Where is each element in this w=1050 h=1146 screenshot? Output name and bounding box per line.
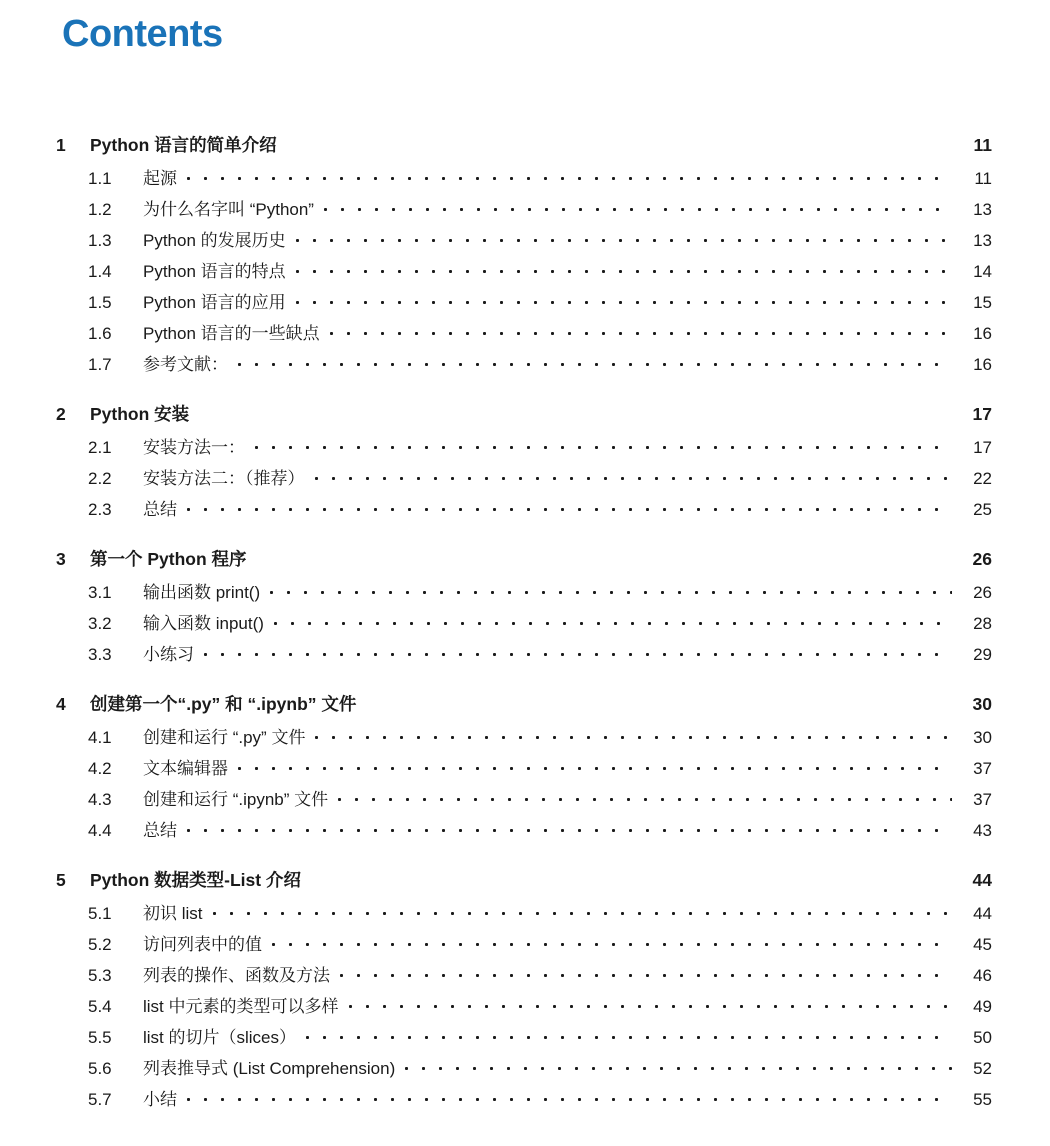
toc-chapter-group [0,132,1050,381]
toc-chapter-group [0,867,1050,1116]
section-page-number: 22 [973,469,992,488]
section-page-number: 45 [973,935,992,954]
leader-dots [187,167,952,184]
section-title: 为什么名字叫 “Python” [143,200,314,219]
section-title: 初识 list [143,904,203,923]
section-page-number: 30 [973,728,992,747]
toc-section-entry[interactable] [0,754,1050,785]
chapter-title: 创建第一个“.py” 和 “.ipynb” 文件 [90,694,357,714]
leader-dots [338,788,952,805]
leader-dots [213,902,953,919]
section-number: 3.3 [88,645,112,664]
chapter-number: 3 [56,549,66,569]
section-number: 4.4 [88,821,112,840]
section-number: 5.7 [88,1090,112,1109]
chapter-title: Python 安装 [90,404,190,424]
toc-section-entry[interactable] [0,785,1050,816]
section-title: 输出函数 print() [143,583,261,602]
section-page-number: 44 [973,904,992,923]
section-page-number: 11 [974,169,992,188]
leader-dots [199,403,952,421]
leader-dots [324,198,952,215]
section-title: list 中元素的类型可以多样 [143,997,339,1016]
toc-section-entry[interactable] [0,288,1050,319]
toc-chapter-group [0,401,1050,526]
leader-dots [270,581,952,598]
section-page-number: 13 [973,200,992,219]
toc-section-entry[interactable] [0,1085,1050,1116]
section-title: 创建和运行 “.ipynb” 文件 [143,790,329,809]
page-title: Contents [62,13,223,55]
leader-dots [255,436,952,453]
chapter-number: 1 [56,135,66,155]
chapter-title: 第一个 Python 程序 [90,549,247,569]
toc-chapter-entry[interactable] [0,401,1050,433]
section-number: 4.1 [88,728,112,747]
chapter-title: Python 语言的简单介绍 [90,135,277,155]
section-page-number: 52 [973,1059,992,1078]
section-title: 起源 [143,169,177,188]
toc-section-entry[interactable] [0,1023,1050,1054]
section-number: 1.6 [88,324,112,343]
chapter-number: 5 [56,870,66,890]
section-number: 2.1 [88,438,112,457]
toc-list [0,132,1050,1116]
leader-dots [340,964,952,981]
leader-dots [296,260,952,277]
section-page-number: 37 [973,790,992,809]
section-page-number: 37 [973,759,992,778]
section-number: 5.5 [88,1028,112,1047]
chapter-page-number: 17 [972,404,992,424]
leader-dots [306,1026,952,1043]
leader-dots [287,134,952,152]
toc-section-entry[interactable] [0,495,1050,526]
leader-dots [187,819,952,836]
toc-section-entry[interactable] [0,257,1050,288]
toc-chapter-group [0,691,1050,847]
section-page-number: 50 [973,1028,992,1047]
section-page-number: 49 [973,997,992,1016]
toc-section-entry[interactable] [0,195,1050,226]
leader-dots [296,291,952,308]
section-number: 5.2 [88,935,112,954]
leader-dots [315,467,953,484]
section-number: 1.1 [88,169,112,188]
section-title: 安装方法一： [143,438,245,457]
chapter-number: 4 [56,694,66,714]
toc-chapter-entry[interactable] [0,691,1050,723]
toc-section-entry[interactable] [0,578,1050,609]
section-number: 4.2 [88,759,112,778]
toc-section-entry[interactable] [0,640,1050,671]
leader-dots [238,353,952,370]
leader-dots [274,612,952,629]
section-title: 访问列表中的值 [143,935,262,954]
section-number: 1.3 [88,231,112,250]
toc-chapter-entry[interactable] [0,132,1050,164]
chapter-page-number: 44 [972,870,992,890]
section-number: 4.3 [88,790,112,809]
section-page-number: 55 [973,1090,992,1109]
section-title: Python 语言的特点 [143,262,286,281]
leader-dots [315,726,952,743]
toc-section-entry[interactable] [0,899,1050,930]
toc-section-entry[interactable] [0,226,1050,257]
section-page-number: 17 [973,438,992,457]
chapter-page-number: 30 [972,694,992,714]
section-title: 文本编辑器 [143,759,228,778]
toc-section-entry[interactable] [0,319,1050,350]
section-page-number: 13 [973,231,992,250]
toc-section-entry[interactable] [0,992,1050,1023]
section-title: 小结 [143,1090,177,1109]
section-number: 5.6 [88,1059,112,1078]
chapter-page-number: 26 [972,549,992,569]
section-number: 1.5 [88,293,112,312]
section-title: 输入函数 input() [143,614,264,633]
toc-section-entry[interactable] [0,816,1050,847]
section-title: Python 语言的应用 [143,293,286,312]
section-number: 1.7 [88,355,112,374]
toc-section-entry[interactable] [0,609,1050,640]
section-page-number: 15 [973,293,992,312]
leader-dots [204,643,952,660]
leader-dots [257,548,952,566]
section-number: 5.4 [88,997,112,1016]
leader-dots [311,869,952,887]
toc-section-entry[interactable] [0,1054,1050,1085]
leader-dots [349,995,953,1012]
section-title: 参考文献： [143,355,228,374]
toc-section-entry[interactable] [0,930,1050,961]
leader-dots [330,322,952,339]
section-page-number: 16 [973,355,992,374]
chapter-title: Python 数据类型-List 介绍 [90,870,301,890]
section-page-number: 29 [973,645,992,664]
section-title: Python 的发展历史 [143,231,286,250]
chapter-number: 2 [56,404,66,424]
leader-dots [405,1057,952,1074]
toc-section-entry[interactable] [0,350,1050,381]
section-title: 安装方法二：（推荐） [143,469,305,488]
toc-chapter-entry[interactable] [0,546,1050,578]
section-title: 总结 [143,500,177,519]
leader-dots [296,229,952,246]
toc-section-entry[interactable] [0,723,1050,754]
section-title: 列表推导式 (List Comprehension) [143,1059,396,1078]
section-number: 3.2 [88,614,112,633]
section-page-number: 43 [973,821,992,840]
toc-chapter-entry[interactable] [0,867,1050,899]
toc-section-entry[interactable] [0,464,1050,495]
section-number: 1.2 [88,200,112,219]
section-number: 2.3 [88,500,112,519]
section-page-number: 25 [973,500,992,519]
toc-section-entry[interactable] [0,961,1050,992]
section-title: 小练习 [143,645,194,664]
section-page-number: 26 [973,583,992,602]
leader-dots [366,693,952,711]
section-number: 5.3 [88,966,112,985]
section-title: 列表的操作、函数及方法 [143,966,330,985]
section-page-number: 16 [973,324,992,343]
leader-dots [272,933,952,950]
section-page-number: 28 [973,614,992,633]
toc-section-entry[interactable] [0,433,1050,464]
chapter-page-number: 11 [973,135,992,155]
section-title: 创建和运行 “.py” 文件 [143,728,306,747]
section-page-number: 14 [973,262,992,281]
section-number: 5.1 [88,904,112,923]
section-number: 3.1 [88,583,112,602]
toc-chapter-group [0,546,1050,671]
section-title: list 的切片（slices） [143,1028,297,1047]
leader-dots [187,498,952,515]
section-title: Python 语言的一些缺点 [143,324,320,343]
toc-section-entry[interactable] [0,164,1050,195]
section-number: 1.4 [88,262,112,281]
section-page-number: 46 [973,966,992,985]
section-title: 总结 [143,821,177,840]
leader-dots [238,757,952,774]
section-number: 2.2 [88,469,112,488]
leader-dots [187,1088,952,1105]
